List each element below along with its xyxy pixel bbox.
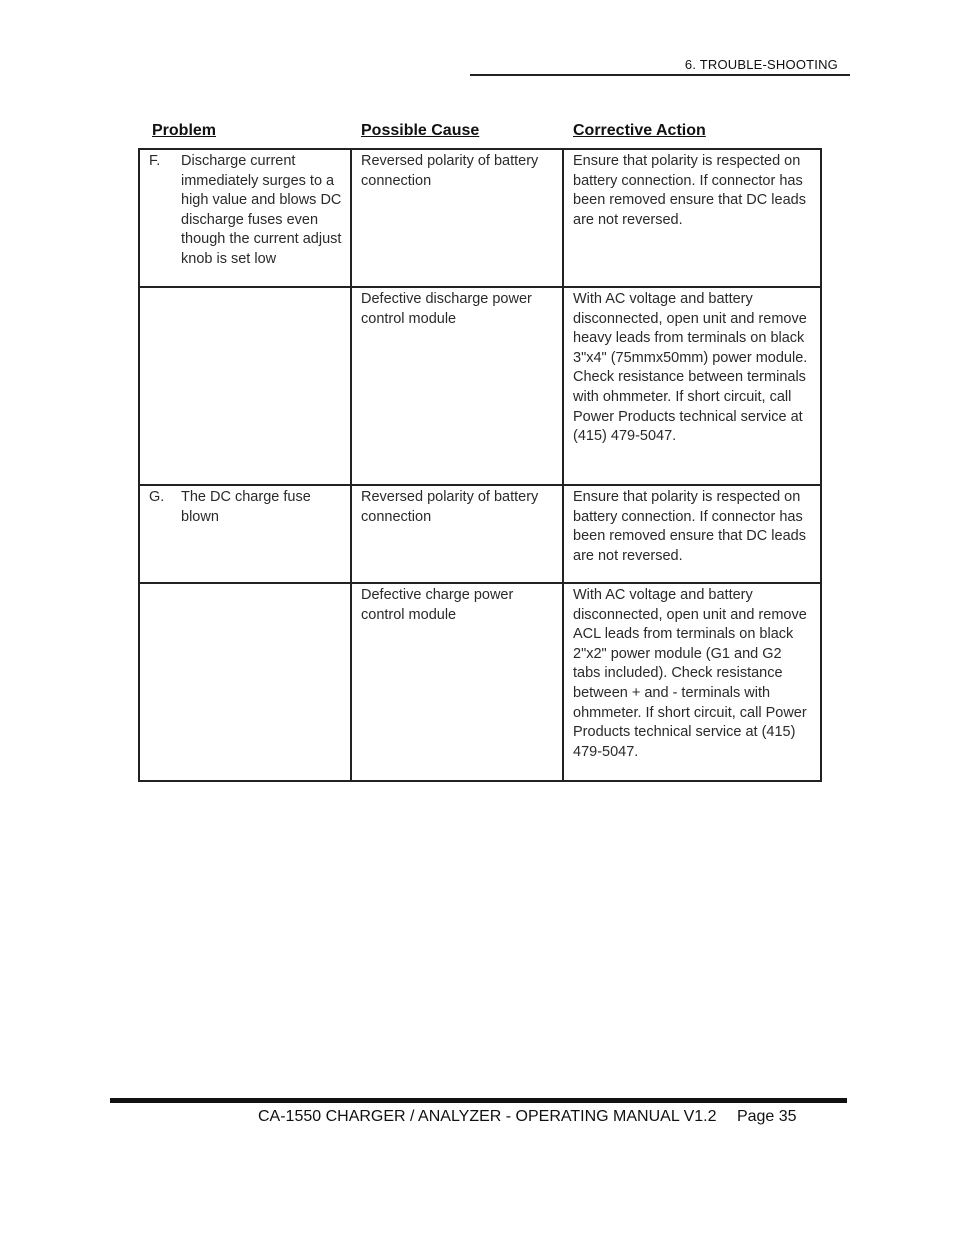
cause-cell: Defective discharge power control module: [351, 287, 563, 485]
table-row: [139, 583, 821, 781]
cause-cell: Defective charge power control module: [351, 583, 563, 781]
section-header: [470, 56, 850, 76]
column-header-corrective-action: Corrective Action: [573, 122, 706, 139]
problem-cell: [139, 583, 351, 781]
column-header-problem: Problem: [152, 122, 217, 139]
cause-cell: Reversed polarity of battery connection: [351, 149, 563, 287]
troubleshooting-table: [138, 148, 822, 782]
problem-cell: [139, 485, 351, 583]
footer-rule: [110, 1098, 847, 1103]
problem-cell: [139, 149, 351, 287]
footer: [258, 1108, 797, 1126]
table-row: [139, 485, 821, 583]
problem-letter: G.: [149, 489, 165, 505]
action-cell: Ensure that polarity is respected on battery connection. If connector has been removed ensure that DC leads are not reversed.: [563, 485, 821, 583]
problem-cell: [139, 287, 351, 485]
problem-letter: F.: [149, 153, 161, 169]
table-row: [139, 287, 821, 485]
action-cell: With AC voltage and battery disconnected, open unit and remove heavy leads from terminals on black 3"x4" (75mmx50mm) power module. Check resistance between terminals with ohmmeter. If short circuit, call Power Products technical service at (415) 479-5047.: [563, 287, 821, 485]
problem-text: The DC charge fuse blown: [181, 489, 311, 525]
section-title: 6. TROUBLE-SHOOTING: [684, 57, 838, 72]
action-cell: Ensure that polarity is respected on battery connection. If connector has been removed ensure that DC leads are not reversed.: [563, 149, 821, 287]
page-number: Page 35: [736, 1108, 797, 1125]
column-header-possible-cause: Possible Cause: [361, 122, 480, 139]
action-cell: With AC voltage and battery disconnected, open unit and remove ACL leads from terminals on black 2"x2" power module (G1 and G2 tabs included). Check resistance between + and - terminals with ohmmeter. If short circuit, call Power Products technical service at (415) 479-5047.: [563, 583, 821, 781]
problem-text: Discharge current immediately surges to a high value and blows DC discharge fuses even though the current adjust knob is set low: [181, 153, 342, 267]
cause-cell: Reversed polarity of battery connection: [351, 485, 563, 583]
manual-title: CA-1550 CHARGER / ANALYZER - OPERATING MANUAL V1.2: [258, 1108, 717, 1125]
table-row: [139, 149, 821, 287]
